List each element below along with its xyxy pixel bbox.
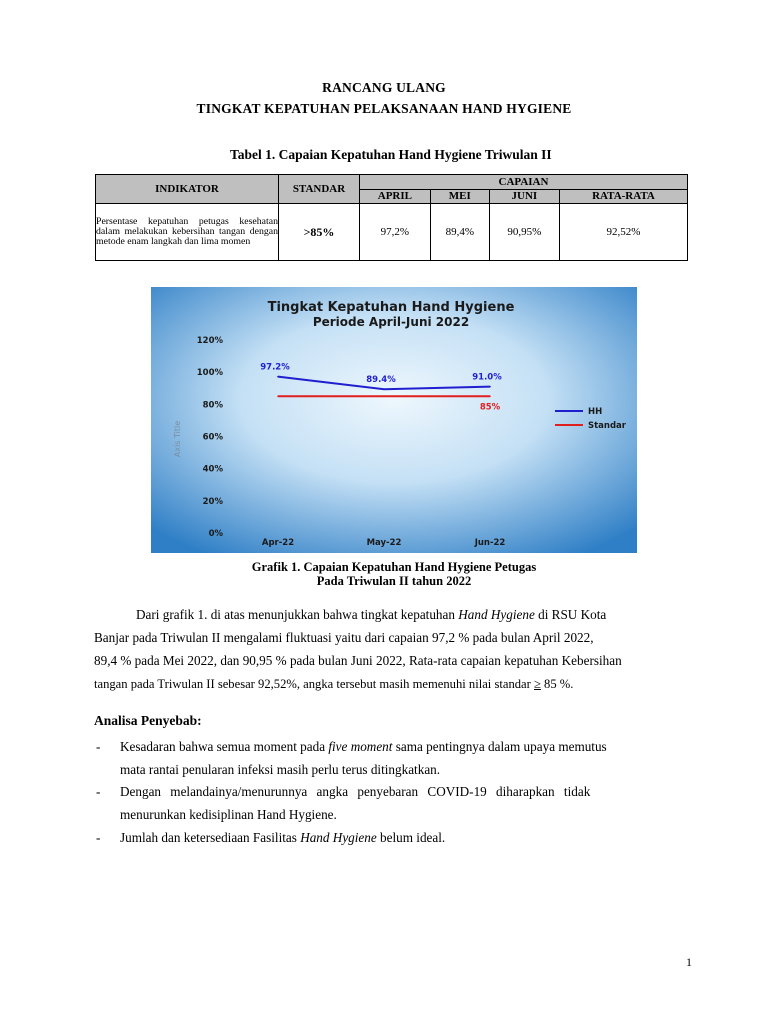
figure-caption-line1: Grafik 1. Capaian Kepatuhan Hand Hygiene Petugas	[251, 560, 537, 574]
header-capaian: CAPAIAN	[360, 175, 688, 190]
bullet-text: Kesadaran bahwa semua moment pada	[120, 739, 329, 754]
april-cell: 97,2%	[360, 204, 431, 261]
header-indikator: INDIKATOR	[96, 175, 279, 204]
data-point	[277, 395, 279, 397]
bullet-emphasis: five moment	[328, 739, 393, 754]
y-tick-label: 20%	[202, 496, 223, 507]
x-tick-label: Apr-22	[261, 538, 295, 548]
paragraph-line: 89,4 % pada Mei 2022, dan 90,95 % pada bulan Juni 2022, Rata-rata capaian kepatuhan Kebersihan	[94, 653, 622, 669]
chart-subtitle: Periode April-Juni 2022	[312, 315, 470, 329]
hand-hygiene-chart	[151, 287, 637, 553]
header-standar: STANDAR	[279, 175, 360, 204]
y-tick-label: 60%	[202, 432, 223, 443]
rata-rata-cell: 92,52%	[559, 204, 687, 261]
juni-cell: 90,95%	[489, 204, 559, 261]
bullet-line	[120, 826, 694, 849]
ge-symbol: ≥	[533, 676, 541, 691]
data-label: 91.0%	[472, 372, 502, 383]
y-tick-label: 40%	[202, 464, 223, 475]
y-tick-label: 100%	[196, 368, 223, 379]
header-april: APRIL	[360, 189, 431, 204]
y-tick-label: 120%	[196, 336, 223, 346]
paragraph-emphasis: Hand Hygiene	[458, 607, 535, 622]
chart-svg	[151, 287, 637, 553]
y-tick-label: 80%	[202, 400, 223, 411]
bullet-text: Jumlah dan ketersediaan Fasilitas	[120, 830, 301, 845]
document-subtitle: TINGKAT KEPATUHAN PELAKSANAAN HAND HYGIENE	[196, 101, 572, 116]
data-point	[489, 386, 491, 388]
standar-cell: >85%	[279, 204, 360, 261]
paragraph-line	[94, 603, 694, 626]
bullet-text: belum ideal.	[376, 830, 446, 845]
bullet-dash: -	[96, 739, 101, 754]
bullet-text: sama pentingnya dalam upaya memutus	[392, 739, 607, 754]
bullet-line: Dengan melandainya/menurunnya angka penyebaran COVID-19 diharapkan tidak	[120, 784, 591, 799]
bullet-line: mata rantai penularan infeksi masih perlu terus ditingkatkan.	[120, 762, 441, 777]
indikator-cell: Persentase kepatuhan petugas kesehatan dalam melakukan kebersihan tangan dengan metode enam langkah dan lima momen	[96, 204, 279, 261]
data-label: 97.2%	[260, 362, 290, 373]
table-row	[96, 204, 688, 261]
data-point	[383, 395, 385, 397]
paragraph-line	[94, 673, 694, 696]
data-point	[277, 376, 279, 378]
chart-title: Tingkat Kepatuhan Hand Hygiene	[267, 300, 515, 315]
page-number: 1	[686, 955, 692, 969]
header-rata-rata: RATA-RATA	[559, 189, 687, 204]
data-point	[383, 388, 385, 390]
paragraph-text: di RSU Kota	[534, 607, 607, 622]
legend-label: Standar	[588, 421, 626, 431]
bullet-line: menurunkan kedisiplinan Hand Hygiene.	[120, 807, 337, 822]
data-label: 85%	[479, 402, 501, 413]
paragraph-line: Banjar pada Triwulan II mengalami fluktuasi yaitu dari capaian 97,2 % pada bulan April 2022,	[94, 630, 594, 646]
x-tick-label: May-22	[366, 538, 402, 548]
bullet-emphasis: Hand Hygiene	[300, 830, 377, 845]
paragraph-text: Dari grafik 1. di atas menunjukkan bahwa tingkat kepatuhan	[136, 607, 459, 622]
bullet-line	[120, 735, 694, 758]
mei-cell: 89,4%	[430, 204, 489, 261]
x-tick-label: Jun-22	[474, 538, 506, 548]
paragraph-text: 85 %.	[540, 676, 574, 691]
y-tick-label: 0%	[208, 529, 223, 539]
table-caption: Tabel 1. Capaian Kepatuhan Hand Hygiene Triwulan II	[230, 147, 552, 162]
compliance-table	[95, 174, 688, 261]
figure-caption-line2: Pada Triwulan II tahun 2022	[316, 574, 472, 588]
legend-label: HH	[588, 407, 603, 417]
data-point	[489, 395, 491, 397]
document-title: RANCANG ULANG	[322, 80, 446, 95]
paragraph-text: tangan pada Triwulan II sebesar 92,52%, angka tersebut masih memenuhi nilai standar	[94, 676, 534, 691]
bullet-dash: -	[96, 830, 101, 845]
header-juni: JUNI	[489, 189, 559, 204]
header-mei: MEI	[430, 189, 489, 204]
bullet-dash: -	[96, 784, 101, 799]
section-heading: Analisa Penyebab:	[94, 713, 202, 728]
analysis-paragraph	[94, 603, 694, 696]
data-label: 89.4%	[366, 375, 396, 386]
y-axis-title: Axis Title	[173, 420, 182, 458]
